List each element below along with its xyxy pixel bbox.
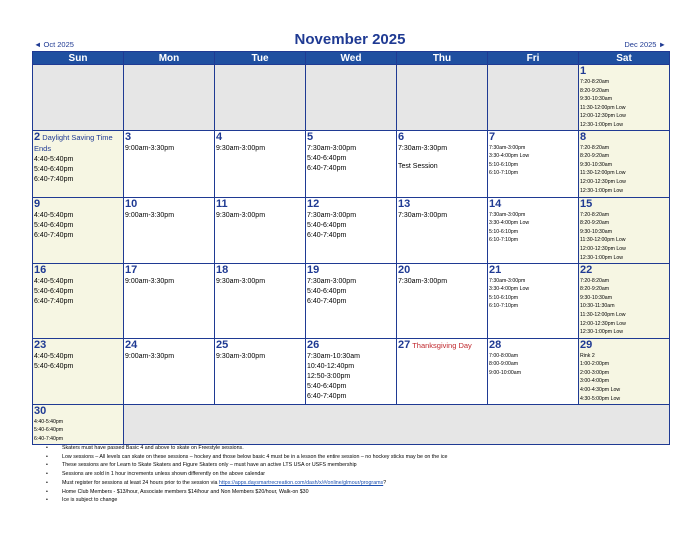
day-number: 10 xyxy=(125,197,138,210)
week-row xyxy=(33,263,670,338)
session-time: Rink 2 xyxy=(580,352,595,359)
session-time: 7:30am-3:00pm xyxy=(489,277,526,284)
day-cell[interactable] xyxy=(215,263,306,338)
session-time: 12:00-12:30pm Low xyxy=(580,178,626,185)
day-number: 29 xyxy=(580,338,593,351)
day-cell[interactable] xyxy=(33,404,124,444)
day-number: 9 xyxy=(34,197,41,210)
session-time: Test Session xyxy=(398,162,438,170)
session-time: 5:10-6:10pm xyxy=(489,228,519,235)
next-month-link[interactable]: Dec 2025 ► xyxy=(624,40,666,49)
session-time: 4:40-5:40pm xyxy=(34,352,74,360)
day-cell[interactable] xyxy=(124,338,215,404)
session-time: 12:00-12:30pm Low xyxy=(580,320,626,327)
day-event-label: Thanksgiving Day xyxy=(410,340,472,350)
session-time: 6:40-7:40pm xyxy=(34,435,64,442)
session-time: 12:30-1:00pm Low xyxy=(580,329,623,336)
session-time: 3:30-4:00pm Low xyxy=(489,153,530,160)
session-time: 7:30am-3:00pm xyxy=(307,277,357,285)
day-cell[interactable] xyxy=(124,130,215,197)
day-number: 27 xyxy=(398,338,411,351)
empty-day-cell xyxy=(397,65,488,131)
calendar-header xyxy=(32,33,668,51)
bullet-icon: • xyxy=(46,488,48,495)
session-gap xyxy=(398,154,486,162)
session-time: 6:40-7:40pm xyxy=(34,297,74,305)
session-time: 7:30am-3:00pm xyxy=(489,144,526,151)
day-number: 2 xyxy=(34,130,41,143)
session-time: 2:00-3:00pm xyxy=(580,369,610,376)
session-time: 9:30am-3:00pm xyxy=(216,144,266,152)
day-cell[interactable] xyxy=(579,197,670,263)
session-time: 7:30am-3:00pm xyxy=(307,144,357,152)
day-number: 6 xyxy=(398,130,405,143)
session-time: 8:20-9:20am xyxy=(580,220,610,227)
empty-day-cell xyxy=(124,65,215,131)
session-time: 11:30-12:00pm Low xyxy=(580,237,626,244)
day-cell[interactable] xyxy=(33,197,124,263)
session-time: 6:40-7:40pm xyxy=(307,164,347,172)
session-time: 3:30-4:00pm Low xyxy=(489,220,530,227)
day-cell[interactable] xyxy=(579,338,670,404)
day-number: 11 xyxy=(216,197,228,210)
note-text: Skaters must have passed Basic 4 and above to skate on Freestyle sessions. xyxy=(62,445,244,451)
day-cell[interactable] xyxy=(306,263,397,338)
session-time: 9:30am-3:00pm xyxy=(216,211,266,219)
session-time: 6:40-7:40pm xyxy=(307,392,347,400)
session-time: 12:00-12:30pm Low xyxy=(580,245,626,252)
day-number: 5 xyxy=(307,130,314,143)
bullet-icon: • xyxy=(46,462,48,469)
calendar-grid xyxy=(32,51,670,445)
day-cell[interactable] xyxy=(397,197,488,263)
day-cell[interactable] xyxy=(306,338,397,404)
weekday-fri: Fri xyxy=(488,52,579,65)
weekday-sat: Sat xyxy=(579,52,670,65)
session-time: 9:30-10:30am xyxy=(580,228,613,235)
session-time: 7:20-8:20am xyxy=(580,144,610,151)
day-cell[interactable] xyxy=(124,263,215,338)
week-row xyxy=(33,338,670,404)
session-time: 5:40-6:40pm xyxy=(307,154,347,162)
session-time: 9:30-10:30am xyxy=(580,96,613,103)
weekday-thu: Thu xyxy=(397,52,488,65)
day-number: 4 xyxy=(216,130,223,143)
session-time: 8:00-9:00am xyxy=(489,361,519,368)
week-row xyxy=(33,404,670,444)
note-text: Sessions are sold in 1 hour increments unless shown differently on the above calendar xyxy=(62,471,266,478)
day-number: 23 xyxy=(34,338,47,351)
bullet-icon: • xyxy=(46,497,48,504)
session-time: 8:20-9:20am xyxy=(580,87,610,94)
weekday-mon: Mon xyxy=(124,52,215,65)
day-number: 17 xyxy=(125,263,138,276)
session-time: 4:40-5:40pm xyxy=(34,211,74,219)
weekday-sun: Sun xyxy=(33,52,124,65)
day-cell[interactable] xyxy=(488,130,579,197)
day-number: 19 xyxy=(307,263,320,276)
session-time: 9:00am-3:30pm xyxy=(125,211,175,219)
day-cell[interactable] xyxy=(215,197,306,263)
session-time: 10:30-11:30am xyxy=(580,303,615,310)
day-number: 8 xyxy=(580,130,587,143)
day-cell[interactable] xyxy=(33,263,124,338)
session-time: 9:30-10:30am xyxy=(580,294,613,301)
bullet-icon: • xyxy=(46,479,48,486)
day-cell[interactable] xyxy=(579,263,670,338)
day-number: 20 xyxy=(398,263,411,276)
weekday-tue: Tue xyxy=(215,52,306,65)
day-number: 7 xyxy=(489,130,496,143)
empty-trailing-cells xyxy=(124,404,670,444)
session-time: 11:30-12:00pm Low xyxy=(580,104,626,111)
day-number: 12 xyxy=(307,197,320,210)
day-number: 30 xyxy=(34,404,47,417)
session-time: 7:20-8:20am xyxy=(580,277,610,284)
session-time: 7:20-8:20am xyxy=(580,79,610,85)
session-time: 6:40-7:40pm xyxy=(307,297,347,305)
session-time: 5:40-6:40pm xyxy=(307,287,347,295)
session-time: 5:40-6:40pm xyxy=(34,221,74,229)
day-number: 26 xyxy=(307,338,320,351)
session-time: 9:30am-3:00pm xyxy=(216,352,266,360)
session-time: 9:00am-3:30pm xyxy=(125,352,175,360)
session-time: 5:40-6:40pm xyxy=(34,362,74,370)
day-number: 28 xyxy=(489,338,502,351)
session-time: 7:00-8:00am xyxy=(489,352,519,359)
day-number: 15 xyxy=(580,197,593,210)
session-time: 7:30am-10:30am xyxy=(307,352,360,360)
day-number: 25 xyxy=(216,338,229,351)
session-time: 6:10-7:10pm xyxy=(489,237,519,244)
note-item xyxy=(34,444,664,453)
session-time: 9:00-10:00am xyxy=(489,369,522,376)
note-text-suffix: ? xyxy=(383,479,387,486)
note-item xyxy=(34,488,664,497)
session-time: 7:30am-3:00pm xyxy=(398,211,448,219)
session-time: 12:30-1:00pm Low xyxy=(580,254,623,261)
session-time: 4:30-5:00pm Low xyxy=(580,395,621,402)
session-time: 5:40-6:40pm xyxy=(34,165,74,173)
day-event-label: Daylight Saving Time Ends xyxy=(34,132,113,153)
empty-day-cell xyxy=(215,65,306,131)
day-number: 18 xyxy=(216,263,229,276)
day-number: 24 xyxy=(125,338,138,351)
day-number: 21 xyxy=(489,263,502,276)
session-time: 12:00-12:30pm Low xyxy=(580,113,626,120)
session-time: 5:40-6:40pm xyxy=(34,427,64,434)
weekday-wed: Wed xyxy=(306,52,397,65)
session-time: 7:30am-3:00pm xyxy=(307,211,357,219)
day-cell[interactable] xyxy=(579,130,670,197)
day-cell[interactable] xyxy=(397,338,488,404)
day-cell[interactable] xyxy=(397,263,488,338)
prev-month-link[interactable]: ◄ Oct 2025 xyxy=(34,40,74,49)
session-time: 6:40-7:40pm xyxy=(34,175,74,183)
session-time: 9:30am-3:00pm xyxy=(216,277,266,285)
empty-day-cell xyxy=(306,65,397,131)
day-cell[interactable] xyxy=(215,130,306,197)
session-time: 10:40-12:40pm xyxy=(307,362,355,370)
week-row xyxy=(33,130,670,197)
session-time: 11:30-12:00pm Low xyxy=(580,170,626,177)
notes-list xyxy=(34,444,664,505)
note-text: These sessions are for Learn to Skate Skaters and Figure Skaters only – must have an active LTS USA or USFS membership xyxy=(62,462,357,469)
session-time: 7:30am-3:00pm xyxy=(489,211,526,218)
note-item xyxy=(34,479,664,488)
session-time: 8:20-9:20am xyxy=(580,153,610,160)
session-time: 6:10-7:10pm xyxy=(489,170,519,177)
day-number: 14 xyxy=(489,197,502,210)
session-time: 12:30-1:00pm Low xyxy=(580,121,623,128)
day-cell[interactable] xyxy=(579,65,670,131)
day-cell[interactable] xyxy=(215,338,306,404)
session-time: 12:50-3:00pm xyxy=(307,372,351,380)
session-time: 5:40-6:40pm xyxy=(307,382,347,390)
day-cell[interactable] xyxy=(397,130,488,197)
note-item xyxy=(34,461,664,470)
note-item xyxy=(34,496,664,505)
session-time: 12:30-1:00pm Low xyxy=(580,187,623,194)
session-time: 3:00-4:00pm xyxy=(580,378,610,385)
session-time: 7:30am-3:00pm xyxy=(398,277,448,285)
day-number: 22 xyxy=(580,263,593,276)
registration-link[interactable]: https://apps.daysmartrecreation.com/dash/x/#/online/glmour/programs xyxy=(218,479,384,486)
empty-day-cell xyxy=(33,65,124,131)
session-time: 7:20-8:20am xyxy=(580,211,610,218)
bullet-icon: • xyxy=(46,471,48,478)
note-item xyxy=(34,470,664,479)
session-time: 8:20-9:20am xyxy=(580,286,610,293)
weekday-header-row xyxy=(33,52,670,65)
session-time: 3:30-4:00pm Low xyxy=(489,286,530,293)
session-time: 4:40-5:40pm xyxy=(34,418,64,425)
day-number: 13 xyxy=(398,197,411,210)
day-cell[interactable] xyxy=(33,338,124,404)
session-time: 6:40-7:40pm xyxy=(307,231,347,239)
day-number: 1 xyxy=(580,65,587,77)
session-time: 9:00am-3:30pm xyxy=(125,277,175,285)
session-time: 4:00-4:30pm Low xyxy=(580,386,621,393)
session-time: 6:40-7:40pm xyxy=(34,231,74,239)
day-cell[interactable] xyxy=(488,197,579,263)
session-time: 1:00-2:00pm xyxy=(580,361,610,368)
empty-day-cell xyxy=(488,65,579,131)
day-cell[interactable] xyxy=(33,130,124,197)
day-cell[interactable] xyxy=(306,130,397,197)
bullet-icon: • xyxy=(46,445,48,451)
day-cell[interactable] xyxy=(306,197,397,263)
session-time: 4:40-5:40pm xyxy=(34,155,74,163)
session-time: 6:10-7:10pm xyxy=(489,303,519,310)
session-time: 5:10-6:10pm xyxy=(489,161,519,168)
session-time: 7:30am-3:30pm xyxy=(398,144,448,152)
day-cell[interactable] xyxy=(124,197,215,263)
day-number: 16 xyxy=(34,263,47,276)
week-row xyxy=(33,197,670,263)
note-text: Low sessions – All levels can skate on these sessions – hockey and those below basic 4 must be in a lesson the entire session – no hockey sticks may be on the ice xyxy=(62,453,448,460)
session-time: 5:40-6:40pm xyxy=(34,287,74,295)
session-time: 11:30-12:00pm Low xyxy=(580,311,626,318)
bullet-icon: • xyxy=(46,453,48,460)
note-item xyxy=(34,453,664,462)
note-text: Must register for sessions at least 24 hours prior to the session via xyxy=(62,479,219,486)
day-cell[interactable] xyxy=(488,338,579,404)
session-time: 4:40-5:40pm xyxy=(34,277,74,285)
week-row xyxy=(33,65,670,131)
note-text: Home Club Members - $13/hour, Associate members $14/hour and Non Members $20/hour, Walk-on $30 xyxy=(62,488,309,495)
day-cell[interactable] xyxy=(488,263,579,338)
session-time: 9:30-10:30am xyxy=(580,161,613,168)
session-time: 9:00am-3:30pm xyxy=(125,144,175,152)
month-title: November 2025 xyxy=(294,31,406,48)
note-text: Ice is subject to change xyxy=(62,497,118,504)
day-number: 3 xyxy=(125,130,132,143)
session-time: 5:10-6:10pm xyxy=(489,294,519,301)
session-time: 5:40-6:40pm xyxy=(307,221,347,229)
